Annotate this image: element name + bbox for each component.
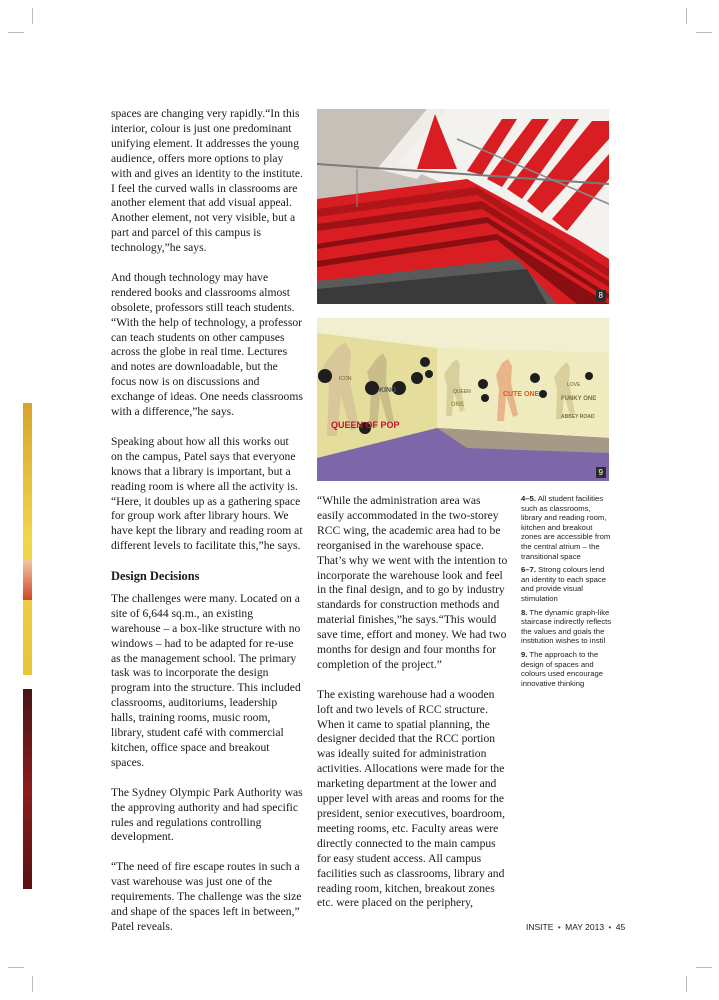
wall-graphic-label: ONE	[451, 402, 465, 408]
body-paragraph: The existing warehouse had a wooden loft and two levels of RCC structure. When it came to spatial planning, the designer decided that the RCC portion was ideally suited for administration activities. Allocations were made for the marketing department at the lower and upper level with areas and rooms for the president, senior executives, boardroom, meeting rooms, etc. Faculty areas were directly connected to the main campus for easy student access. All campus facilities such as classrooms, library and reading room, kitchen, breakout zones etc. were placed on the periphery,	[317, 687, 506, 910]
edge-stripe-gold	[23, 403, 32, 675]
corridor-illustration	[317, 318, 609, 481]
edge-stripe-orange	[23, 560, 32, 600]
caption-text: The dynamic graph-like staircase indirectly reflects the values and goals the institution wishes to instil	[521, 607, 612, 646]
wall-graphic-label: QUEEN	[453, 389, 471, 395]
footer-separator: •	[557, 922, 561, 932]
footer-separator: •	[608, 922, 612, 932]
section-heading: Design Decisions	[111, 569, 200, 584]
crop-mark	[686, 8, 687, 24]
body-paragraph: spaces are changing very rapidly.“In this interior, colour is just one predominant unifying element. It addresses the young audience, offers more options to play with and gives an identity to the institute. I feel the curved walls in classrooms are another element that add visual appeal. Another element, not very visible, but a part and parcel of this campus is technology,”he says.	[111, 107, 303, 255]
edge-stripe-maroon	[23, 689, 32, 889]
wall-graphic-label: KING	[379, 387, 397, 394]
wall-graphic-label: LOVE	[567, 382, 581, 388]
crop-mark	[32, 8, 33, 24]
crop-mark	[696, 32, 712, 33]
issue-date: MAY 2013	[565, 922, 605, 932]
photo-corridor	[317, 318, 609, 481]
caption-item	[521, 608, 613, 646]
magazine-name: INSITE	[526, 922, 554, 932]
caption-number: 8.	[521, 607, 528, 617]
crop-mark	[32, 976, 33, 992]
wall-graphic-label: FUNKY ONE	[561, 396, 597, 402]
wall-graphic-label: ABBEY ROAD	[561, 414, 595, 420]
page-number: 45	[615, 922, 626, 932]
caption-text: The approach to the design of spaces and colours used encourage innovative thinking	[521, 649, 604, 688]
staircase-illustration	[317, 109, 609, 304]
crop-mark	[686, 976, 687, 992]
wall-graphic-label: QUEEN OF POP	[331, 420, 400, 430]
crop-mark	[8, 32, 24, 33]
article-column-1	[111, 107, 303, 950]
caption-text: Strong colours lend an identity to each space and provide visual stimulation	[521, 565, 607, 603]
caption-text: All student facilities such as classrooms, library and reading room, kitchen and breakout zones are accessible from the central atrium – the transitional space	[521, 494, 611, 561]
photo-staircase	[317, 109, 609, 304]
photo-number-badge: 9	[596, 467, 606, 478]
caption-item	[521, 494, 613, 561]
body-paragraph: The challenges were many. Located on a site of 6,644 sq.m., an existing warehouse – a box-like structure with no windows – had to be adapted for re-use as the management school. The primary task was to incorporate the design program into the structure. This included classrooms, auditoriums, leadership halls, training rooms, music room, library, student café with commercial kitchen, office space and breakout spaces.	[111, 591, 301, 769]
wall-graphic-label: ICON	[339, 376, 352, 382]
article-column-2	[317, 494, 510, 926]
body-paragraph: The Sydney Olympic Park Authority was the approving authority and had specific rules and regulations controlling development.	[111, 785, 303, 844]
wall-graphic-label: CUTE ONE	[503, 391, 540, 398]
caption-number: 4–5.	[521, 494, 536, 503]
crop-mark	[696, 967, 712, 968]
body-paragraph: Speaking about how all this works out on the campus, Patel says that everyone knows that a library is important, but a reading room is where all the activity is. “Here, it doubles up as a gathering space for group work after library hours. We have kept the library and reading room at different levels to facilitate this,”he says.	[111, 434, 303, 553]
body-paragraph: “While the administration area was easily accommodated in the two-storey RCC wing, the academic area had to be reorganised in the warehouse space. That’s why we went with the intention to incorporate the warehouse look and feel in the final design, and to go by industry standards for construction methods and material finishes,”he says.“This would save time, effort and money. We had two months for design and four months for completion of the project.”	[317, 494, 508, 671]
caption-number: 6–7.	[521, 565, 536, 575]
page-footer	[526, 922, 625, 932]
photo-number-badge: 8	[596, 290, 606, 301]
caption-number: 9.	[521, 649, 528, 659]
photo-captions	[521, 494, 613, 692]
crop-mark	[8, 967, 24, 968]
body-paragraph: “The need of fire escape routes in such a vast warehouse was just one of the requirements. The challenge was the size and shape of the spaces left in between,” Patel reveals.	[111, 860, 302, 933]
caption-item	[521, 565, 613, 603]
body-paragraph: And though technology may have rendered books and classrooms almost obsolete, professors still teach students. “With the help of technology, a professor can teach students on other campuses across the globe in real time. Lectures and notes are downloadable, but the focus now is on discussions and exchange of ideas. One needs classrooms with a difference,”he says.	[111, 270, 303, 419]
caption-item	[521, 650, 613, 688]
